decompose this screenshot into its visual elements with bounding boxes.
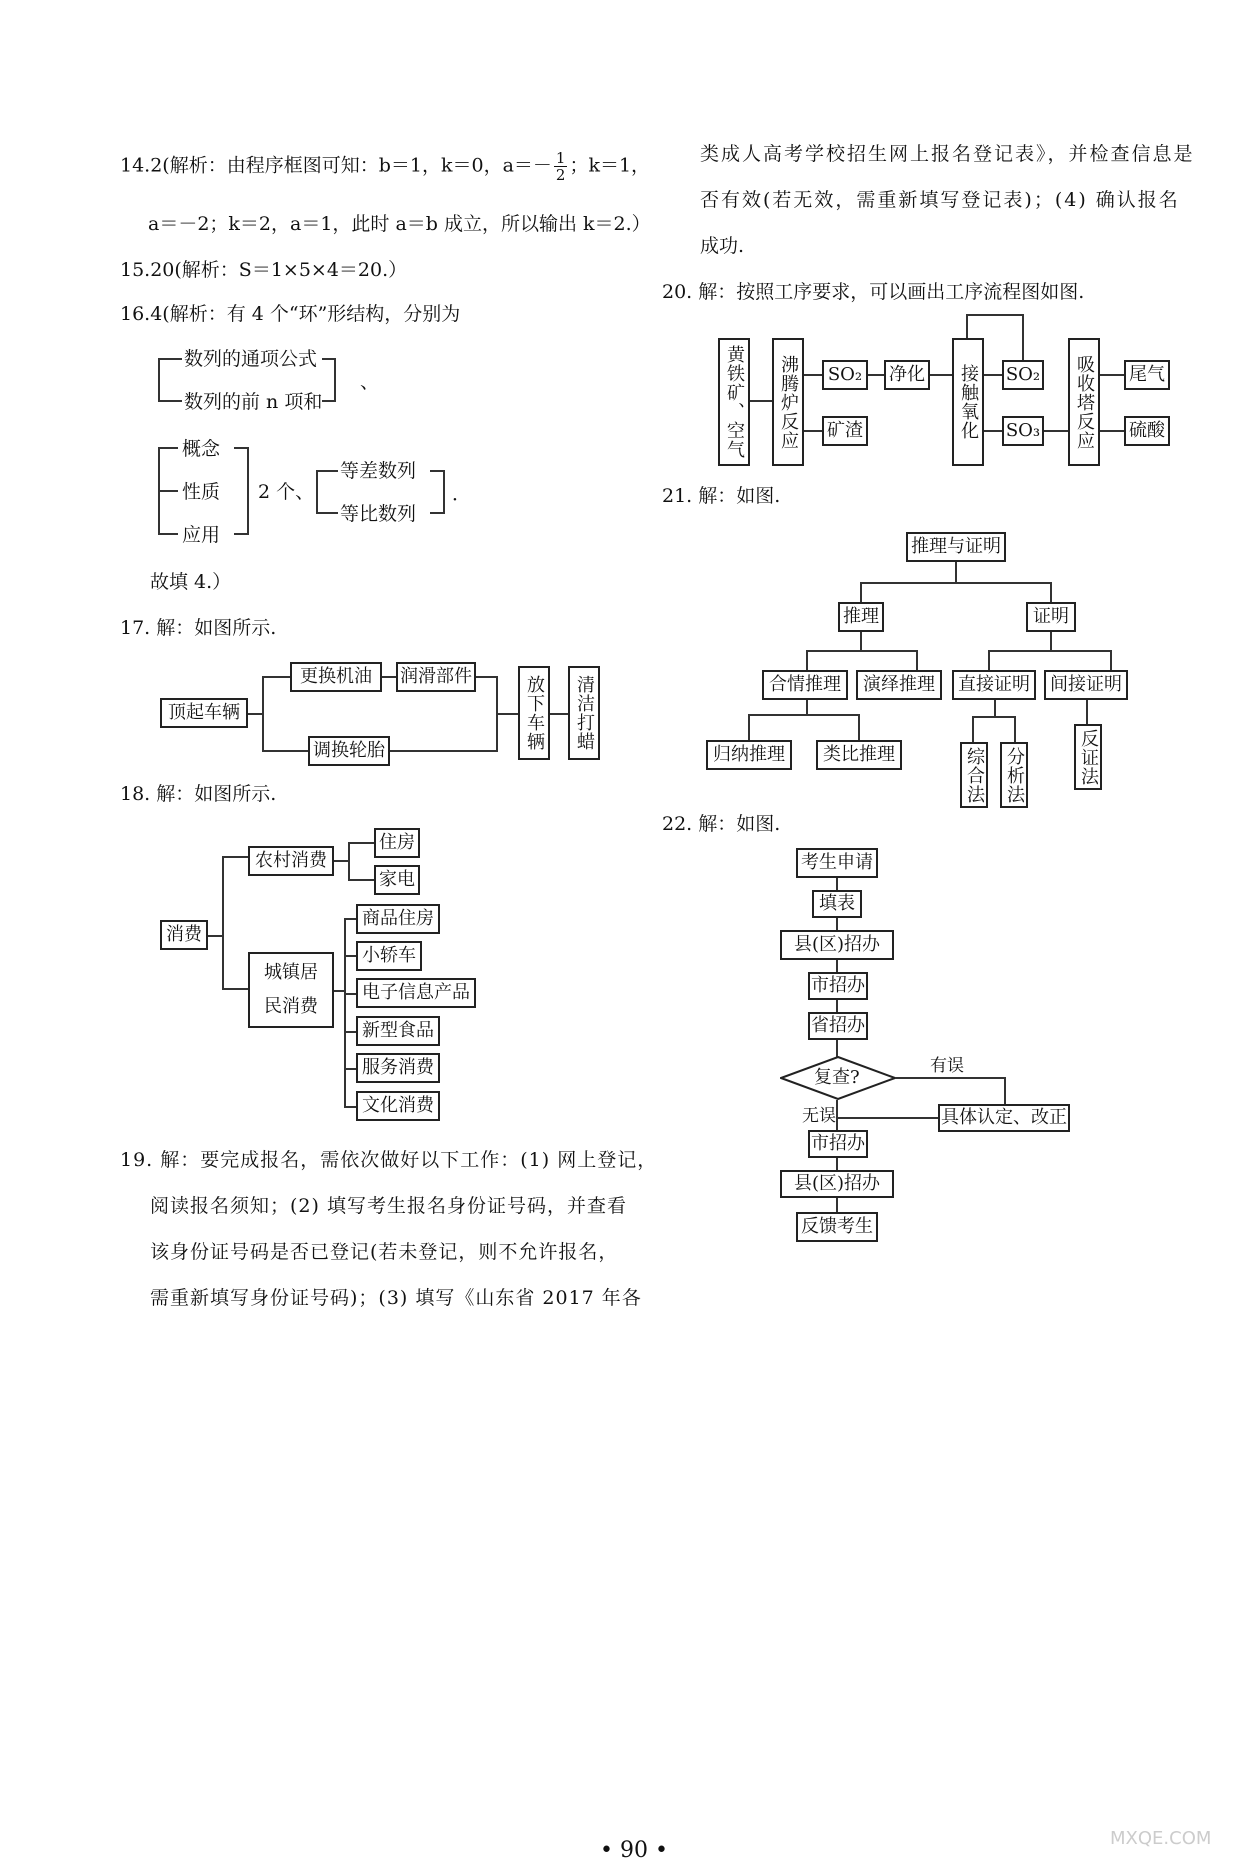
appliances-box: 家电 (374, 865, 420, 895)
correct-box: 具体认定、改正 (938, 1104, 1070, 1132)
proof-box: 证明 (1026, 602, 1076, 632)
period: ． (452, 483, 472, 505)
reasoning-box: 推理 (838, 602, 884, 632)
urban-item-box: 服务消费 (356, 1053, 440, 1083)
separator: 、 (360, 371, 380, 393)
q19-line: 19. 解：要完成报名，需依次做好以下工作：(1) 网上登记， (120, 1149, 658, 1171)
rural-consumption-box: 农村消费 (248, 846, 334, 876)
q18-answer: 18. 解：如图所示. (120, 783, 277, 805)
fill-form-box: 填表 (812, 890, 862, 918)
recheck-label: 复查? (814, 1067, 860, 1088)
contradiction-method-box: 反证法 (1074, 724, 1102, 790)
swap-tires-box: 调换轮胎 (308, 736, 390, 766)
city-office-2-box: 市招办 (808, 1130, 868, 1158)
clean-wax-box: 清洁打蜡 (568, 666, 600, 760)
q16-close: 故填 4.） (150, 571, 232, 593)
sulfuric-acid-box: 硫酸 (1124, 416, 1170, 446)
direct-proof-box: 直接证明 (952, 670, 1036, 700)
ring-item: 应用 (182, 524, 221, 546)
urban-item-box: 电子信息产品 (356, 978, 476, 1008)
city-office-box: 市招办 (808, 972, 868, 1000)
purify-box: 净化 (884, 360, 930, 390)
q21-answer: 21. 解：如图. (662, 485, 781, 507)
q17-answer: 17. 解：如图所示. (120, 617, 277, 639)
q19-line: 阅读报名须知；(2) 填写考生报名身份证号码，并查看 (150, 1195, 627, 1217)
urban-item-box: 商品住房 (356, 904, 440, 934)
contact-oxidation-box: 接触氧化 (952, 338, 984, 466)
tail-gas-box: 尾气 (1124, 360, 1170, 390)
q22-answer: 22. 解：如图. (662, 813, 781, 835)
q16-answer: 16.4(解析：有 4 个“环”形结构，分别为 (120, 303, 461, 325)
fraction: $\frac{1}{2}$ (555, 149, 566, 184)
q14-line1: 14.2(解析：由程序框图可知：b＝1，k＝0，a＝－ $\frac{1}{2}$ ；k＝1， (120, 149, 651, 184)
urban-item-box: 小轿车 (356, 941, 422, 971)
q19-cont-line: 成功. (700, 235, 745, 257)
q14-line2: a＝－2；k＝2，a＝1，此时 a＝b 成立，所以输出 k＝2.） (148, 213, 651, 235)
inductive-reasoning-box: 归纳推理 (706, 740, 792, 770)
county-office-box: 县(区)招办 (780, 930, 894, 960)
so2-recycle-box: SO₂ (1002, 360, 1044, 390)
slag-box: 矿渣 (822, 416, 868, 446)
county-office-2-box: 县(区)招办 (780, 1170, 894, 1198)
page-number: • 90 • (600, 1838, 668, 1863)
deductive-reasoning-box: 演绎推理 (856, 670, 942, 700)
consumption-box: 消费 (160, 920, 208, 950)
plausible-reasoning-box: 合情推理 (762, 670, 848, 700)
analytic-method-box: 分析法 (1000, 742, 1028, 808)
synthetic-method-box: 综合法 (960, 742, 988, 808)
so2-box: SO₂ (822, 360, 868, 390)
ring-item: 数列的前 n 项和 (184, 391, 323, 413)
error-label: 有误 (930, 1056, 964, 1076)
absorption-tower-box: 吸收塔反应 (1068, 338, 1100, 466)
reasoning-proof-box: 推理与证明 (906, 532, 1006, 562)
ring-item: 等差数列 (340, 460, 417, 482)
indirect-proof-box: 间接证明 (1044, 670, 1128, 700)
q19-cont-line: 否有效(若无效，需重新填写登记表)；(4) 确认报名 (700, 189, 1180, 211)
jack-up-vehicle-box: 顶起车辆 (160, 698, 248, 728)
watermark: MXQE.COM (1110, 1828, 1212, 1849)
no-error-label: 无误 (802, 1106, 836, 1126)
housing-box: 住房 (374, 828, 420, 858)
boiling-furnace-box: 沸腾炉反应 (772, 338, 804, 466)
ring-item: 数列的通项公式 (184, 348, 318, 370)
lower-vehicle-box: 放下车辆 (518, 666, 550, 760)
q19-cont-line: 类成人高考学校招生网上报名登记表》，并检查信息是 (700, 143, 1195, 165)
analogical-reasoning-box: 类比推理 (816, 740, 902, 770)
ring-item: 等比数列 (340, 503, 417, 525)
ring-item: 性质 (182, 481, 221, 503)
ring-count: 2 个、 (258, 481, 315, 503)
urban-item-box: 新型食品 (356, 1016, 440, 1046)
candidate-apply-box: 考生申请 (796, 848, 878, 878)
lubricate-box: 润滑部件 (396, 662, 476, 692)
ring-item: 概念 (182, 438, 221, 460)
q19-line: 该身份证号码是否已登记(若未登记，则不允许报名， (150, 1241, 619, 1263)
pyrite-air-box: 黄铁矿、空气 (718, 338, 750, 466)
change-oil-box: 更换机油 (290, 662, 382, 692)
q20-answer: 20. 解：按照工序要求，可以画出工序流程图如图. (662, 281, 1085, 303)
so3-box: SO₃ (1002, 416, 1044, 446)
feedback-box: 反馈考生 (796, 1212, 878, 1242)
q15-answer: 15.20(解析：S＝1×5×4＝20.） (120, 259, 408, 281)
urban-item-box: 文化消费 (356, 1091, 440, 1121)
urban-consumption-box: 城镇居 民消费 (248, 952, 334, 1028)
q19-line: 需重新填写身份证号码)；(3) 填写《山东省 2017 年各 (150, 1287, 642, 1309)
province-office-box: 省招办 (808, 1012, 868, 1040)
